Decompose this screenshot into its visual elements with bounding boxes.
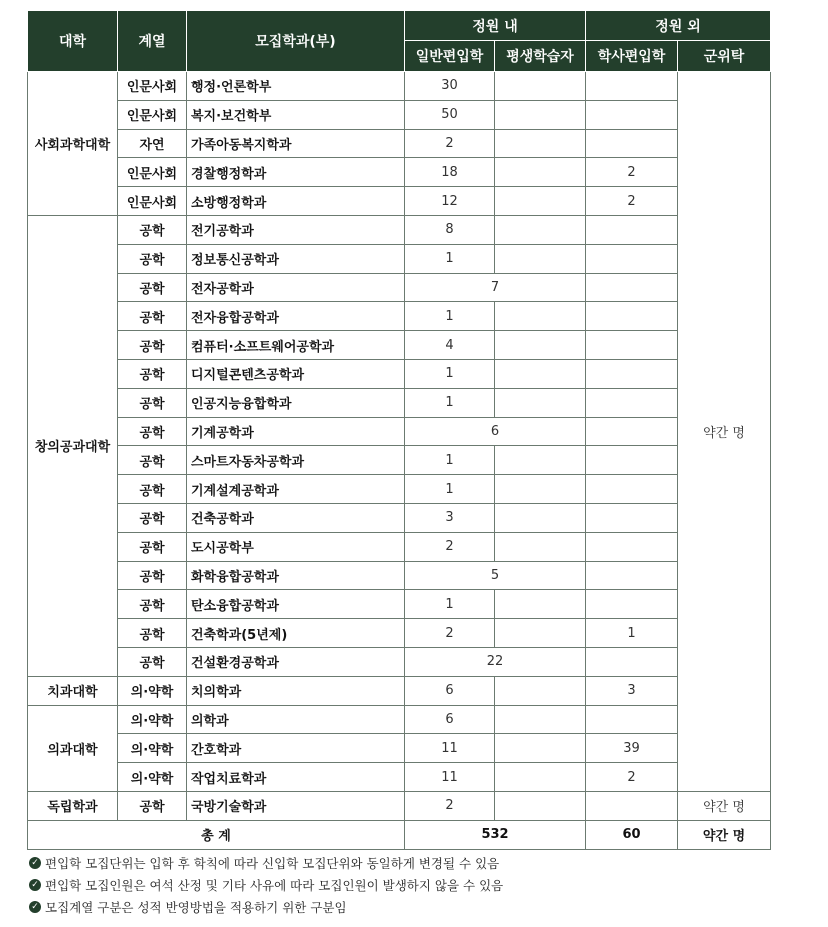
lifelong-learner-cell [495,590,586,619]
field-cell: 공학 [118,446,187,475]
lifelong-learner-cell [495,734,586,763]
general-transfer-cell: 12 [405,187,495,216]
admission-quota-table [27,10,771,850]
field-cell: 공학 [118,388,187,417]
table-row [28,532,771,561]
table-row [28,705,771,734]
general-transfer-cell: 2 [405,129,495,158]
table-row [28,503,771,532]
field-cell: 공학 [118,359,187,388]
header-within-quota: 정원 내 [405,11,586,41]
field-cell: 인문사회 [118,72,187,101]
lifelong-learner-cell [495,244,586,273]
check-circle-icon: ✓ [29,857,41,869]
header-general-transfer: 일반편입학 [405,41,495,72]
department-cell: 전기공학과 [187,215,405,244]
check-circle-icon: ✓ [29,879,41,891]
notes-list [29,852,789,918]
bachelor-transfer-cell [586,417,678,446]
note-item [29,874,789,896]
field-cell: 공학 [118,791,187,820]
table-row [28,763,771,792]
lifelong-learner-cell [495,359,586,388]
within-quota-merged-cell: 6 [405,417,586,446]
department-cell: 의학과 [187,705,405,734]
table-row [28,158,771,187]
field-cell: 공학 [118,302,187,331]
general-transfer-cell: 4 [405,331,495,360]
department-cell: 디지털콘텐츠공학과 [187,359,405,388]
general-transfer-cell: 1 [405,244,495,273]
general-transfer-cell: 1 [405,359,495,388]
lifelong-learner-cell [495,791,586,820]
department-cell: 치의학과 [187,676,405,705]
bachelor-transfer-cell [586,302,678,331]
header-military: 군위탁 [678,41,771,72]
within-quota-merged-cell: 22 [405,647,586,676]
field-cell: 공학 [118,215,187,244]
lifelong-learner-cell [495,129,586,158]
table-row [28,215,771,244]
note-text: 편입학 모집인원은 여석 산정 및 기타 사유에 따라 모집인원이 발생하지 않을 수 있음 [45,878,504,893]
note-text: 모집계열 구분은 성적 반영방법을 적용하기 위한 구분임 [45,900,347,915]
within-quota-merged-cell: 5 [405,561,586,590]
field-cell: 공학 [118,619,187,648]
department-cell: 작업치료학과 [187,763,405,792]
general-transfer-cell: 3 [405,503,495,532]
department-cell: 건축공학과 [187,503,405,532]
field-cell: 공학 [118,647,187,676]
bachelor-transfer-cell [586,388,678,417]
table-row [28,561,771,590]
bachelor-transfer-cell [586,475,678,504]
general-transfer-cell: 1 [405,388,495,417]
note-item [29,896,789,918]
department-cell: 건설환경공학과 [187,647,405,676]
department-cell: 스마트자동차공학과 [187,446,405,475]
field-cell: 공학 [118,475,187,504]
check-circle-icon: ✓ [29,901,41,913]
table-row [28,734,771,763]
department-cell: 정보통신공학과 [187,244,405,273]
general-transfer-cell: 30 [405,72,495,101]
general-transfer-cell: 18 [405,158,495,187]
bachelor-transfer-cell [586,705,678,734]
department-cell: 도시공학부 [187,532,405,561]
bachelor-transfer-cell [586,561,678,590]
general-transfer-cell: 50 [405,100,495,129]
table-row [28,590,771,619]
general-transfer-cell: 1 [405,302,495,331]
department-cell: 탄소융합공학과 [187,590,405,619]
general-transfer-cell: 6 [405,705,495,734]
college-name: 치과대학 [28,676,118,705]
bachelor-transfer-cell [586,331,678,360]
field-cell: 공학 [118,561,187,590]
header-lifelong-learner: 평생학습자 [495,41,586,72]
bachelor-transfer-cell: 1 [586,619,678,648]
general-transfer-cell: 2 [405,791,495,820]
department-cell: 건축학과(5년제) [187,619,405,648]
field-cell: 인문사회 [118,100,187,129]
within-quota-merged-cell: 7 [405,273,586,302]
lifelong-learner-cell [495,763,586,792]
table-row [28,359,771,388]
general-transfer-cell: 1 [405,590,495,619]
bachelor-transfer-cell: 39 [586,734,678,763]
college-name: 사회과학대학 [28,72,118,216]
college-name: 의과대학 [28,705,118,791]
lifelong-learner-cell [495,302,586,331]
total-label: 총 계 [28,820,405,849]
bachelor-transfer-cell: 2 [586,158,678,187]
table-row [28,273,771,302]
general-transfer-cell: 2 [405,619,495,648]
military-merged-cell: 약간 명 [678,72,771,792]
table-body [28,72,771,821]
department-cell: 기계설계공학과 [187,475,405,504]
table-row [28,72,771,101]
table-row [28,100,771,129]
lifelong-learner-cell [495,705,586,734]
field-cell: 공학 [118,590,187,619]
table-row [28,475,771,504]
field-cell: 공학 [118,532,187,561]
field-cell: 인문사회 [118,158,187,187]
note-text: 편입학 모집단위는 입학 후 학칙에 따라 신입학 모집단위와 동일하게 변경될 수 있음 [45,856,500,871]
college-name: 창의공과대학 [28,215,118,676]
general-transfer-cell: 6 [405,676,495,705]
table-row [28,129,771,158]
general-transfer-cell: 1 [405,475,495,504]
department-cell: 소방행정학과 [187,187,405,216]
field-cell: 인문사회 [118,187,187,216]
bachelor-transfer-cell [586,100,678,129]
department-cell: 컴퓨터·소프트웨어공학과 [187,331,405,360]
lifelong-learner-cell [495,187,586,216]
field-cell: 의·약학 [118,705,187,734]
department-cell: 기계공학과 [187,417,405,446]
admission-quota-table-container [27,10,770,850]
general-transfer-cell: 8 [405,215,495,244]
table-row [28,417,771,446]
field-cell: 공학 [118,417,187,446]
lifelong-learner-cell [495,619,586,648]
department-cell: 인공지능융합학과 [187,388,405,417]
header-bachelor-transfer: 학사편입학 [586,41,678,72]
note-item [29,852,789,874]
total-military: 약간 명 [678,820,771,849]
field-cell: 자연 [118,129,187,158]
general-transfer-cell: 11 [405,763,495,792]
field-cell: 공학 [118,331,187,360]
table-row [28,388,771,417]
bachelor-transfer-cell [586,647,678,676]
department-cell: 화학융합공학과 [187,561,405,590]
bachelor-transfer-cell [586,129,678,158]
general-transfer-cell: 11 [405,734,495,763]
field-cell: 공학 [118,244,187,273]
total-outside: 60 [586,820,678,849]
department-cell: 가족아동복지학과 [187,129,405,158]
bachelor-transfer-cell [586,503,678,532]
field-cell: 의·약학 [118,676,187,705]
total-within: 532 [405,820,586,849]
bachelor-transfer-cell [586,244,678,273]
department-cell: 행정·언론학부 [187,72,405,101]
department-cell: 경찰행정학과 [187,158,405,187]
lifelong-learner-cell [495,331,586,360]
bachelor-transfer-cell [586,590,678,619]
bachelor-transfer-cell [586,72,678,101]
lifelong-learner-cell [495,72,586,101]
table-row [28,647,771,676]
bachelor-transfer-cell: 3 [586,676,678,705]
bachelor-transfer-cell [586,791,678,820]
field-cell: 의·약학 [118,734,187,763]
lifelong-learner-cell [495,676,586,705]
bachelor-transfer-cell [586,273,678,302]
bachelor-transfer-cell [586,215,678,244]
header-outside-quota: 정원 외 [586,11,771,41]
department-cell: 국방기술학과 [187,791,405,820]
header-college: 대학 [28,11,118,72]
lifelong-learner-cell [495,503,586,532]
table-row [28,619,771,648]
lifelong-learner-cell [495,100,586,129]
department-cell: 간호학과 [187,734,405,763]
table-row [28,302,771,331]
bachelor-transfer-cell [586,446,678,475]
table-row [28,331,771,360]
lifelong-learner-cell [495,158,586,187]
department-cell: 복지·보건학부 [187,100,405,129]
bachelor-transfer-cell: 2 [586,187,678,216]
table-row [28,791,771,820]
lifelong-learner-cell [495,215,586,244]
bachelor-transfer-cell [586,359,678,388]
field-cell: 공학 [118,503,187,532]
field-cell: 공학 [118,273,187,302]
department-cell: 전자융합공학과 [187,302,405,331]
header-department: 모집학과(부) [187,11,405,72]
lifelong-learner-cell [495,532,586,561]
department-cell: 전자공학과 [187,273,405,302]
table-row [28,187,771,216]
bachelor-transfer-cell [586,532,678,561]
general-transfer-cell: 2 [405,532,495,561]
header-field: 계열 [118,11,187,72]
college-name: 독립학과 [28,791,118,820]
military-cell: 약간 명 [678,791,771,820]
field-cell: 의·약학 [118,763,187,792]
table-row [28,676,771,705]
table-row [28,446,771,475]
lifelong-learner-cell [495,446,586,475]
lifelong-learner-cell [495,475,586,504]
lifelong-learner-cell [495,388,586,417]
total-row [28,820,771,849]
general-transfer-cell: 1 [405,446,495,475]
bachelor-transfer-cell: 2 [586,763,678,792]
table-row [28,244,771,273]
